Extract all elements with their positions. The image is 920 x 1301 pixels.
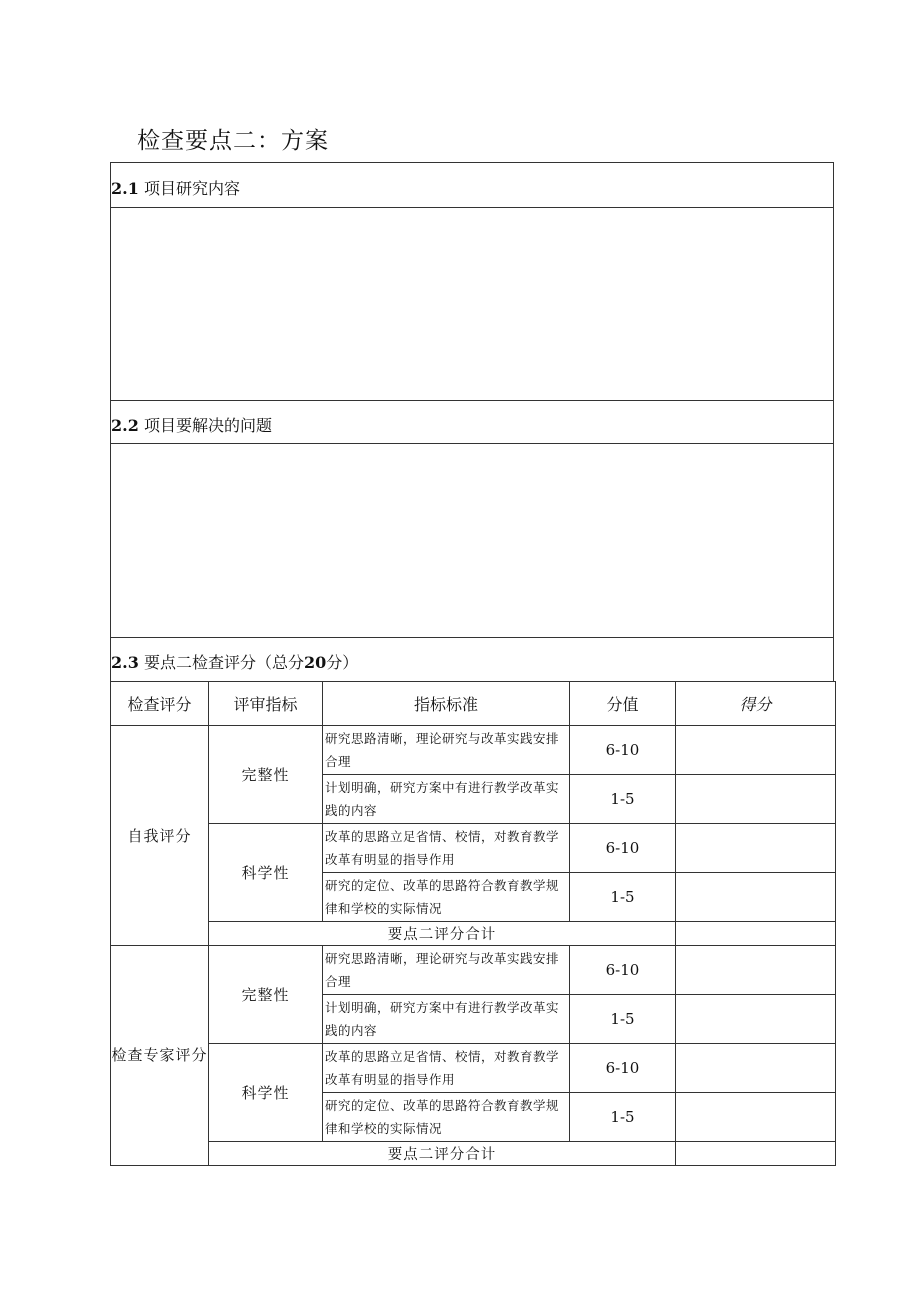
category-self-assessment: 自我评分 <box>111 726 209 946</box>
section-2-1-content-area[interactable] <box>110 207 834 401</box>
subtotal-input-cell[interactable] <box>676 922 836 946</box>
subtotal-label: 要点二评分合计 <box>209 1142 676 1166</box>
score-table-header-row <box>111 682 836 726</box>
standard-text: 研究的定位、改革的思路符合教育教学规律和学校的实际情况 <box>323 873 570 922</box>
indicator-scientific: 科学性 <box>209 1044 323 1142</box>
score-input-cell[interactable] <box>676 775 836 824</box>
score-input-cell[interactable] <box>676 1044 836 1093</box>
points-value: 1-5 <box>570 995 676 1044</box>
standard-text: 改革的思路立足省情、校情，对教育教学改革有明显的指导作用 <box>323 824 570 873</box>
section-2-3-suffix: 分） <box>326 653 359 672</box>
score-input-cell[interactable] <box>676 726 836 775</box>
points-value: 1-5 <box>570 775 676 824</box>
section-2-3-total: 20 <box>303 653 327 672</box>
standard-text: 改革的思路立足省情、校情，对教育教学改革有明显的指导作用 <box>323 1044 570 1093</box>
table-row <box>111 824 836 873</box>
indicator-completeness: 完整性 <box>209 946 323 1044</box>
standard-text: 研究的定位、改革的思路符合教育教学规律和学校的实际情况 <box>323 1093 570 1142</box>
section-2-1-number: 2.1 <box>111 179 139 198</box>
category-expert-assessment: 检查专家评分 <box>111 946 209 1166</box>
score-input-cell[interactable] <box>676 1093 836 1142</box>
section-2-2-heading <box>111 413 272 436</box>
points-value: 6-10 <box>570 1044 676 1093</box>
table-row <box>111 1044 836 1093</box>
points-value: 6-10 <box>570 726 676 775</box>
header-points: 分值 <box>570 682 676 726</box>
score-table <box>110 681 836 1166</box>
header-score: 得分 <box>676 682 836 726</box>
indicator-scientific: 科学性 <box>209 824 323 922</box>
subtotal-row <box>111 1142 836 1166</box>
points-value: 6-10 <box>570 824 676 873</box>
page-title: 检查要点二：方案 <box>137 128 329 154</box>
score-input-cell[interactable] <box>676 824 836 873</box>
standard-text: 研究思路清晰，理论研究与改革实践安排合理 <box>323 726 570 775</box>
section-2-3-heading <box>111 650 358 673</box>
score-input-cell[interactable] <box>676 873 836 922</box>
section-2-2-content-area[interactable] <box>110 443 834 638</box>
points-value: 6-10 <box>570 946 676 995</box>
table-row <box>111 946 836 995</box>
table-row <box>111 726 836 775</box>
score-input-cell[interactable] <box>676 946 836 995</box>
indicator-completeness: 完整性 <box>209 726 323 824</box>
standard-text: 研究思路清晰，理论研究与改革实践安排合理 <box>323 946 570 995</box>
section-2-1-heading <box>111 176 240 199</box>
points-value: 1-5 <box>570 1093 676 1142</box>
section-2-3-number: 2.3 <box>111 653 139 672</box>
section-2-2-title: 项目要解决的问题 <box>143 416 272 435</box>
standard-text: 计划明确，研究方案中有进行教学改革实践的内容 <box>323 775 570 824</box>
header-review-indicator: 评审指标 <box>209 682 323 726</box>
subtotal-label: 要点二评分合计 <box>209 922 676 946</box>
subtotal-input-cell[interactable] <box>676 1142 836 1166</box>
standard-text: 计划明确，研究方案中有进行教学改革实践的内容 <box>323 995 570 1044</box>
section-2-1-title: 项目研究内容 <box>143 179 240 198</box>
points-value: 1-5 <box>570 873 676 922</box>
section-2-2-number: 2.2 <box>111 416 139 435</box>
subtotal-row <box>111 922 836 946</box>
score-input-cell[interactable] <box>676 995 836 1044</box>
header-indicator-standard: 指标标准 <box>323 682 570 726</box>
section-2-3-title: 要点二检查评分（总分 <box>143 653 304 672</box>
header-check-score: 检查评分 <box>111 682 209 726</box>
